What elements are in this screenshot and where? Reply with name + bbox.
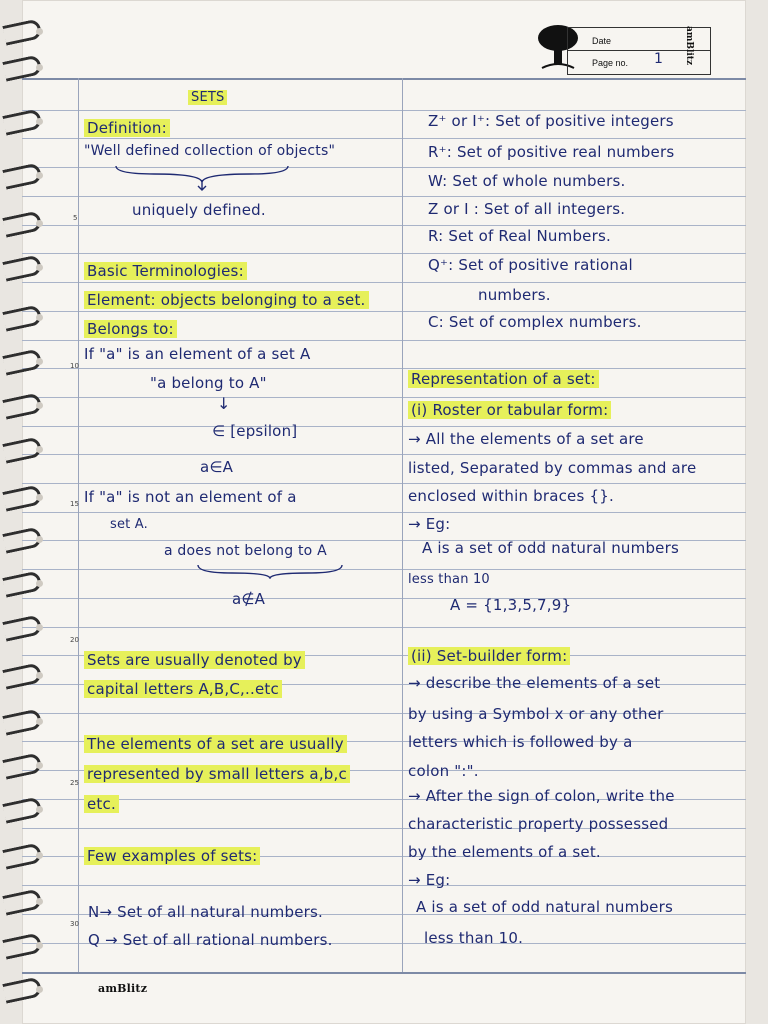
q-plus-line-2: numbers.	[478, 286, 551, 304]
footer-brand: amBlitz	[98, 982, 148, 995]
a-notin-A: a∉A	[232, 590, 266, 608]
page-label: Page no.	[592, 58, 629, 68]
definition-text: "Well defined collection of objects"	[84, 143, 336, 159]
small-line-1: The elements of a set are usually	[84, 735, 347, 753]
capital-line-2: capital letters A,B,C,..etc	[84, 680, 282, 698]
builder-line-2: by using a Symbol x or any other	[408, 705, 664, 723]
margin-number: 20	[70, 636, 79, 644]
eg-label-2: → Eg:	[408, 871, 451, 889]
w-line: W: Set of whole numbers.	[428, 172, 626, 190]
capital-line-1: Sets are usually denoted by	[84, 651, 305, 669]
brand-vertical: amBlitz	[684, 26, 694, 66]
page-title: SETS	[188, 90, 227, 105]
z-plus-line: Z⁺ or I⁺: Set of positive integers	[428, 112, 674, 130]
epsilon-note: ∈ [epsilon]	[212, 422, 298, 440]
roster-line-3: enclosed within braces {}.	[408, 487, 614, 505]
z-line: Z or I : Set of all integers.	[428, 200, 626, 218]
r-line: R: Set of Real Numbers.	[428, 227, 611, 245]
q-plus-line-1: Q⁺: Set of positive rational	[428, 256, 633, 274]
belongs-heading: Belongs to:	[84, 320, 177, 338]
builder-line-5: → After the sign of colon, write the	[408, 787, 675, 805]
builder-heading: (ii) Set-builder form:	[408, 647, 570, 665]
not-belong-text: a does not belong to A	[164, 543, 327, 559]
roster-heading: (i) Roster or tabular form:	[408, 401, 611, 419]
builder-line-4: colon ":".	[408, 762, 479, 780]
margin-number: 10	[70, 362, 79, 370]
brace-icon	[196, 563, 346, 579]
builder-line-6: characteristic property possessed	[408, 815, 669, 833]
date-label: Date	[592, 36, 612, 46]
element-line: Element: objects belonging to a set.	[84, 291, 369, 309]
eg1-set: A = {1,3,5,7,9}	[450, 596, 572, 614]
definition-heading: Definition:	[84, 119, 170, 137]
margin-number: 15	[70, 500, 79, 508]
small-line-2: represented by small letters a,b,c	[84, 765, 350, 783]
examples-heading: Few examples of sets:	[84, 847, 260, 865]
r-plus-line: R⁺: Set of positive real numbers	[428, 143, 675, 161]
notebook-page	[22, 0, 746, 1024]
eg1-line-1: A is a set of odd natural numbers	[422, 539, 679, 557]
roster-line-1: → All the elements of a set are	[408, 430, 644, 448]
small-line-3: etc.	[84, 795, 119, 813]
definition-note: uniquely defined.	[132, 201, 266, 219]
brace-arrow	[114, 162, 294, 192]
roster-line-2: listed, Separated by commas and are	[408, 459, 697, 477]
margin-number: 5	[73, 214, 78, 222]
if-not-line: If "a" is not an element of a	[84, 488, 297, 506]
representation-heading: Representation of a set:	[408, 370, 599, 388]
example-N: N→ Set of all natural numbers.	[88, 903, 323, 921]
eg-label-1: → Eg:	[408, 515, 451, 533]
page-number: 1	[654, 51, 664, 67]
eg2-line-1: A is a set of odd natural numbers	[416, 898, 673, 916]
eg1-line-2: less than 10	[408, 572, 490, 587]
a-in-A: a∈A	[200, 458, 234, 476]
basic-heading: Basic Terminologies:	[84, 262, 247, 280]
example-Q: Q → Set of all rational numbers.	[88, 931, 333, 949]
builder-line-1: → describe the elements of a set	[408, 674, 661, 692]
margin-number: 30	[70, 920, 79, 928]
builder-line-7: by the elements of a set.	[408, 843, 601, 861]
set-A-text: set A.	[110, 517, 148, 532]
a-belong-to: "a belong to A"	[150, 374, 267, 392]
builder-line-3: letters which is followed by a	[408, 733, 633, 751]
margin-number: 25	[70, 779, 79, 787]
c-line: C: Set of complex numbers.	[428, 313, 642, 331]
eg2-line-2: less than 10.	[424, 929, 524, 947]
if-a-line: If "a" is an element of a set A	[84, 345, 311, 363]
down-arrow-icon: ↓	[217, 394, 231, 413]
